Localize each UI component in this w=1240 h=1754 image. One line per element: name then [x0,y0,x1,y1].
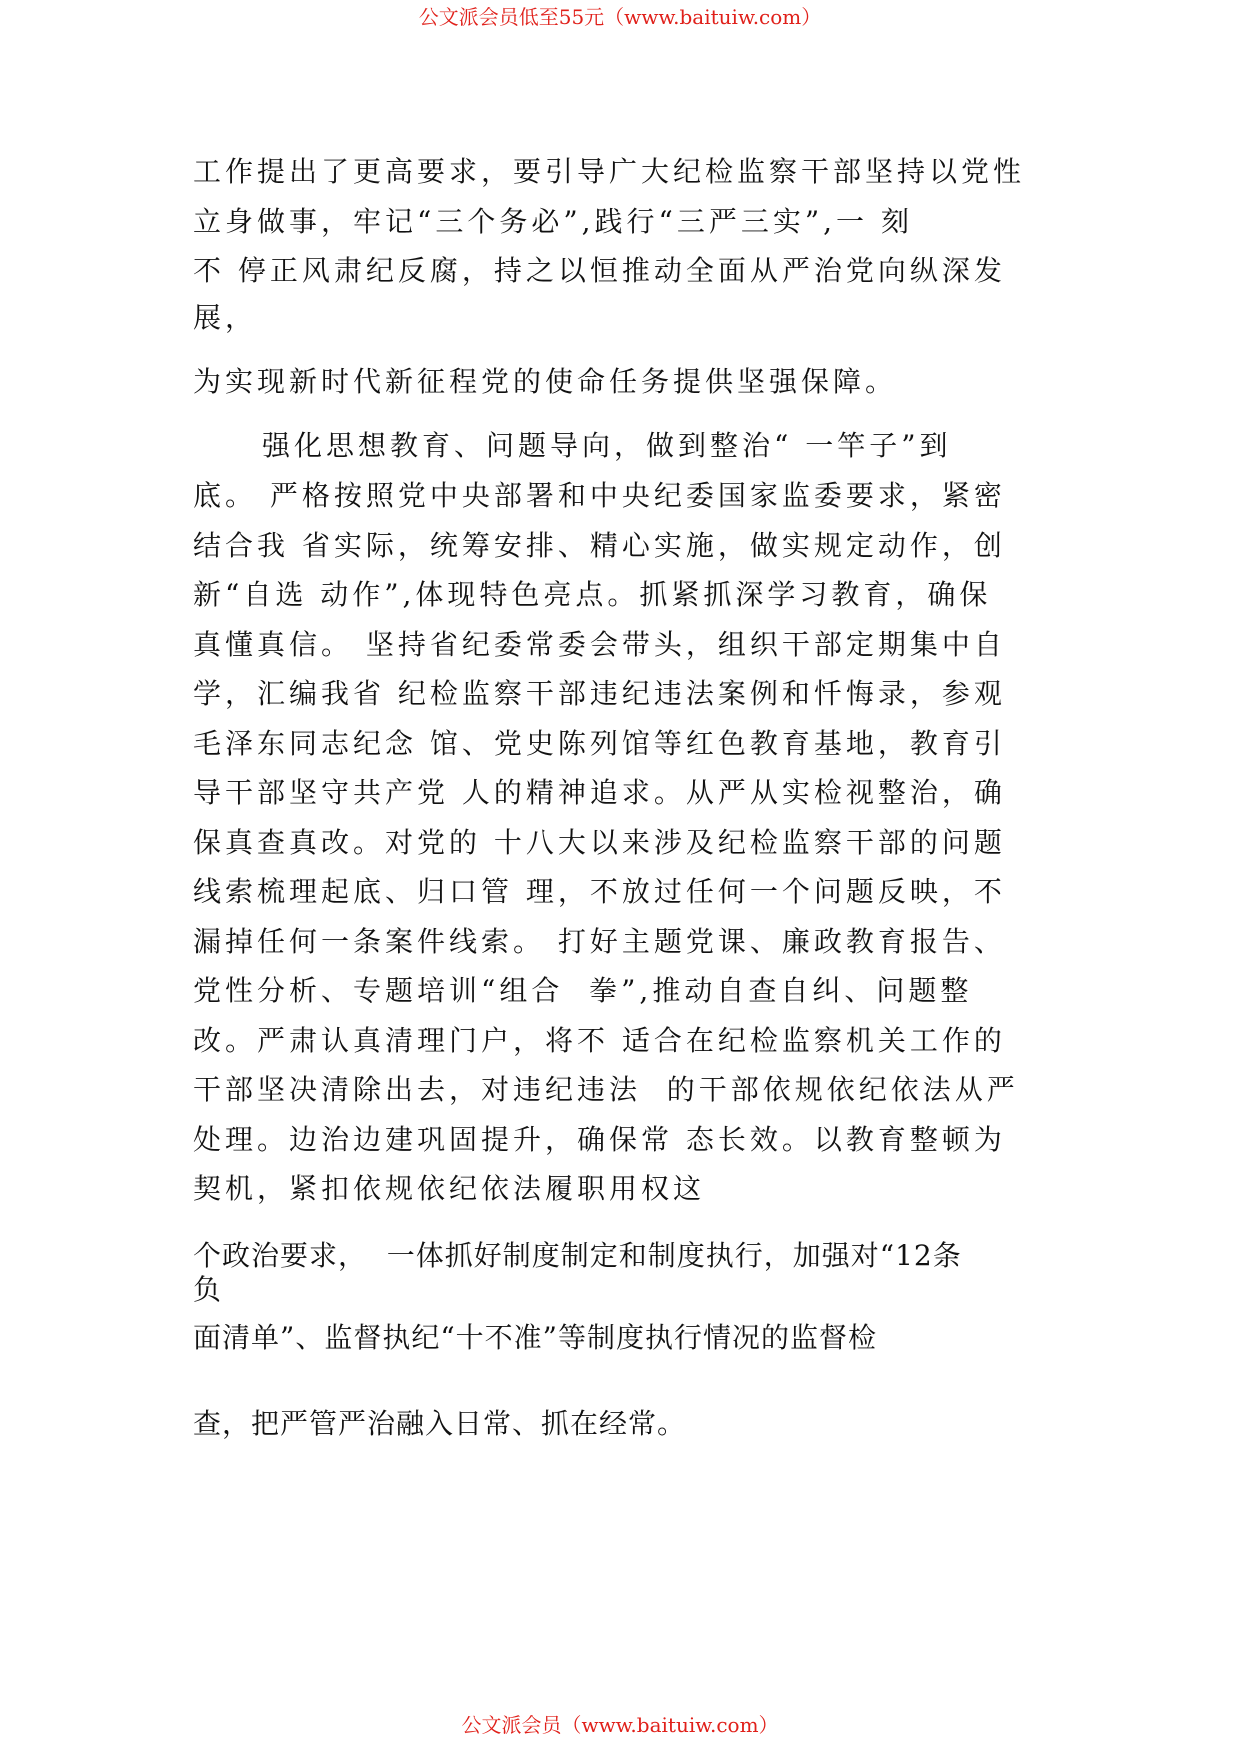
page-footer-watermark: 公文派会员（www.baituiw.com） [461,1713,779,1737]
body-text-line: 导干部坚守共产党 人的精神追求。从严从实检视整治，确 [193,776,1006,809]
body-text-line: 漏掉任何一条案件线索。 打好主题党课、廉政教育报告、 [193,925,1006,958]
body-text-line: 结合我 省实际，统筹安排、精心实施，做实规定动作，创 [193,529,1006,562]
body-text-line: 面清单”、监督执纪“十不准”等制度执行情况的监督检 [193,1321,877,1354]
body-text-line: 线索梳理起底、归口管 理，不放过任何一个问题反映，不 [193,875,1006,908]
paragraph-first-line: 强化思想教育、问题导向，做到整治“ 一竿子”到 [262,429,952,462]
body-text-line: 改。严肃认真清理门户，将不 适合在纪检监察机关工作的 [193,1024,1006,1057]
body-text-line: 工作提出了更高要求，要引导广大纪检监察干部坚持以党性 [193,155,1026,188]
body-text-line: 学，汇编我省 纪检监察干部违纪违法案例和忏悔录，参观 [193,677,1006,710]
body-text-line: 展， [193,301,258,334]
body-text-line: 底。 严格按照党中央部署和中央纪委国家监委要求，紧密 [193,479,1006,512]
body-text-line: 党性分析、专题培训“组合 拳”,推动自查自纠、问题整 [193,974,973,1007]
body-text-line: 查，把严管严治融入日常、抓在经常。 [193,1407,687,1440]
page-header-watermark: 公文派会员低至55元（www.baituiw.com） [418,5,822,29]
body-text-line: 新“自选 动作”,体现特色亮点。抓紧抓深学习教育，确保 [193,578,992,611]
body-text-line: 真懂真信。 坚持省纪委常委会带头，组织干部定期集中自 [193,628,1006,661]
body-text-line: 契机，紧扣依规依纪依法履职用权这 [193,1172,706,1205]
body-text-line: 不 停正风肃纪反腐，持之以恒推动全面从严治党向纵深发 [193,254,1006,287]
body-text-line: 处理。边治边建巩固提升，确保常 态长效。以教育整顿为 [193,1123,1006,1156]
body-text-line: 保真查真改。对党的 十八大以来涉及纪检监察干部的问题 [193,826,1006,859]
body-text-line: 负 [193,1273,223,1306]
body-text-line: 为实现新时代新征程党的使命任务提供坚强保障。 [193,365,898,398]
body-text-line: 个政治要求， 一体抓好制度制定和制度执行，加强对“12条 [193,1239,962,1272]
body-text-line: 干部坚决清除出去，对违纪违法 的干部依规依纪依法从严 [193,1073,1019,1106]
body-text-line: 毛泽东同志纪念 馆、党史陈列馆等红色教育基地，教育引 [193,727,1006,760]
body-text-line: 立身做事，牢记“三个务必”,践行“三严三实”,一 刻 [193,205,913,238]
